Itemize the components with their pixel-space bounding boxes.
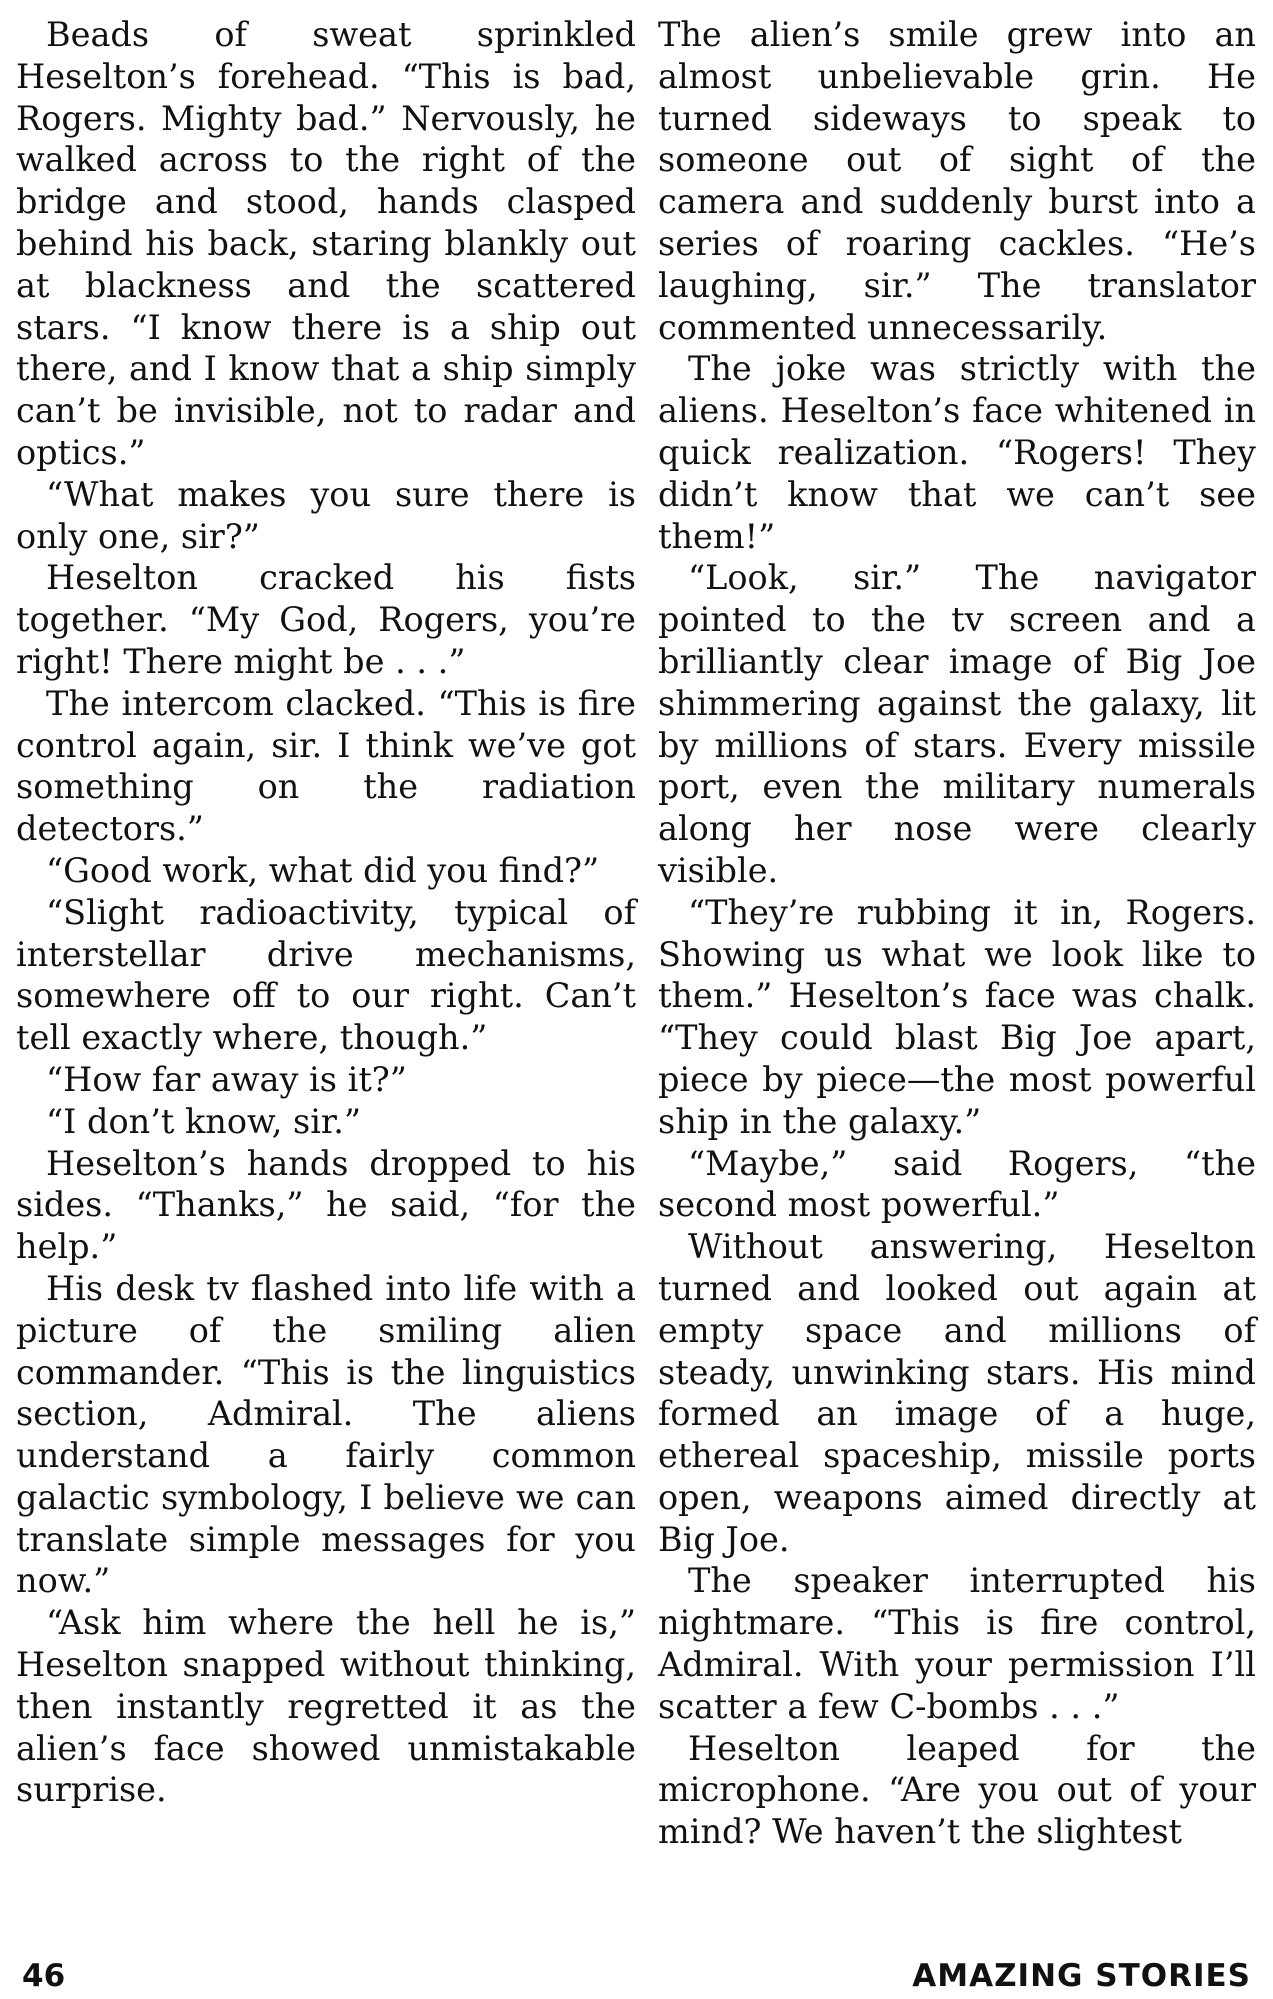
paragraph: Beads of sweat sprinkled Heselton’s forehead. “This is bad, Rogers. Mighty bad.” Nervously, he walked across to the right of the bridge and stood, hands clasped behind his back, staring blankly out at blackness and the scattered stars. “I know there is a ship out there, and I know that a ship simply can’t be invisible, not to radar and optics.” <box>16 15 636 472</box>
paragraph: “I don’t know, sir.” <box>46 1101 362 1141</box>
paragraph: “Good work, what did you find?” <box>46 850 600 890</box>
paragraph: Heselton leaped for the microphone. “Are you out of your mind? We haven’t the slightest <box>658 1728 1256 1852</box>
paragraph: “Look, sir.” The navigator pointed to the tv screen and a brilliantly clear image of Big Joe shimmering against the galaxy, lit by millions of stars. Every missile port, even the military numerals along her nose were clearly visible. <box>658 558 1256 890</box>
paragraph: “Slight radioactivity, typical of interstellar drive mechanisms, somewhere off to our right. Can’t tell exactly where, though.” <box>16 892 636 1058</box>
paragraph: The alien’s smile grew into an almost unbelievable grin. He turned sideways to speak to someone out of sight of the camera and suddenly burst into a series of roaring cackles. “He’s laughing, sir.” The translator commented unnecessarily. <box>658 15 1256 347</box>
paragraph: “What makes you sure there is only one, sir?” <box>16 474 636 556</box>
paragraph: “Ask him where the hell he is,” Heselton snapped without thinking, then instantly regretted it as the alien’s face showed unmistakable surprise. <box>16 1603 636 1810</box>
paragraph: Heselton’s hands dropped to his sides. “Thanks,” he said, “for the help.” <box>16 1143 636 1267</box>
page-number: 46 <box>22 1958 66 1994</box>
left-text-column <box>16 14 636 1811</box>
paragraph: The joke was strictly with the aliens. Heselton’s face whitened in quick realization. “Rogers! They didn’t know that we can’t see them!” <box>658 349 1256 556</box>
paragraph: “How far away is it?” <box>46 1059 407 1099</box>
paragraph: “Maybe,” said Rogers, “the second most powerful.” <box>658 1143 1256 1225</box>
paragraph: The intercom clacked. “This is fire control again, sir. I think we’ve got something on the radiation detectors.” <box>16 683 636 849</box>
paragraph: Without answering, Heselton turned and looked out again at empty space and millions of steady, unwinking stars. His mind formed an image of a huge, ethereal spaceship, missile ports open, weapons aimed directly at Big Joe. <box>658 1227 1256 1559</box>
running-title: AMAZING STORIES <box>912 1958 1251 1994</box>
paragraph: His desk tv flashed into life with a picture of the smiling alien commander. “This is the linguistics section, Admiral. The aliens understand a fairly common galactic symbology, I believe we can translate simple messages for you now.” <box>16 1268 636 1601</box>
paragraph: The speaker interrupted his nightmare. “This is fire control, Admiral. With your permission I’ll scatter a few C-bombs . . .” <box>658 1561 1256 1726</box>
paragraph: Heselton cracked his fists together. “My God, Rogers, you’re right! There might be . . .” <box>16 558 636 681</box>
right-text-column <box>658 14 1256 1853</box>
paragraph: “They’re rubbing it in, Rogers. Showing us what we look like to them.” Heselton’s face was chalk. “They could blast Big Joe apart, piece by piece—the most powerful ship in the galaxy.” <box>658 892 1256 1141</box>
